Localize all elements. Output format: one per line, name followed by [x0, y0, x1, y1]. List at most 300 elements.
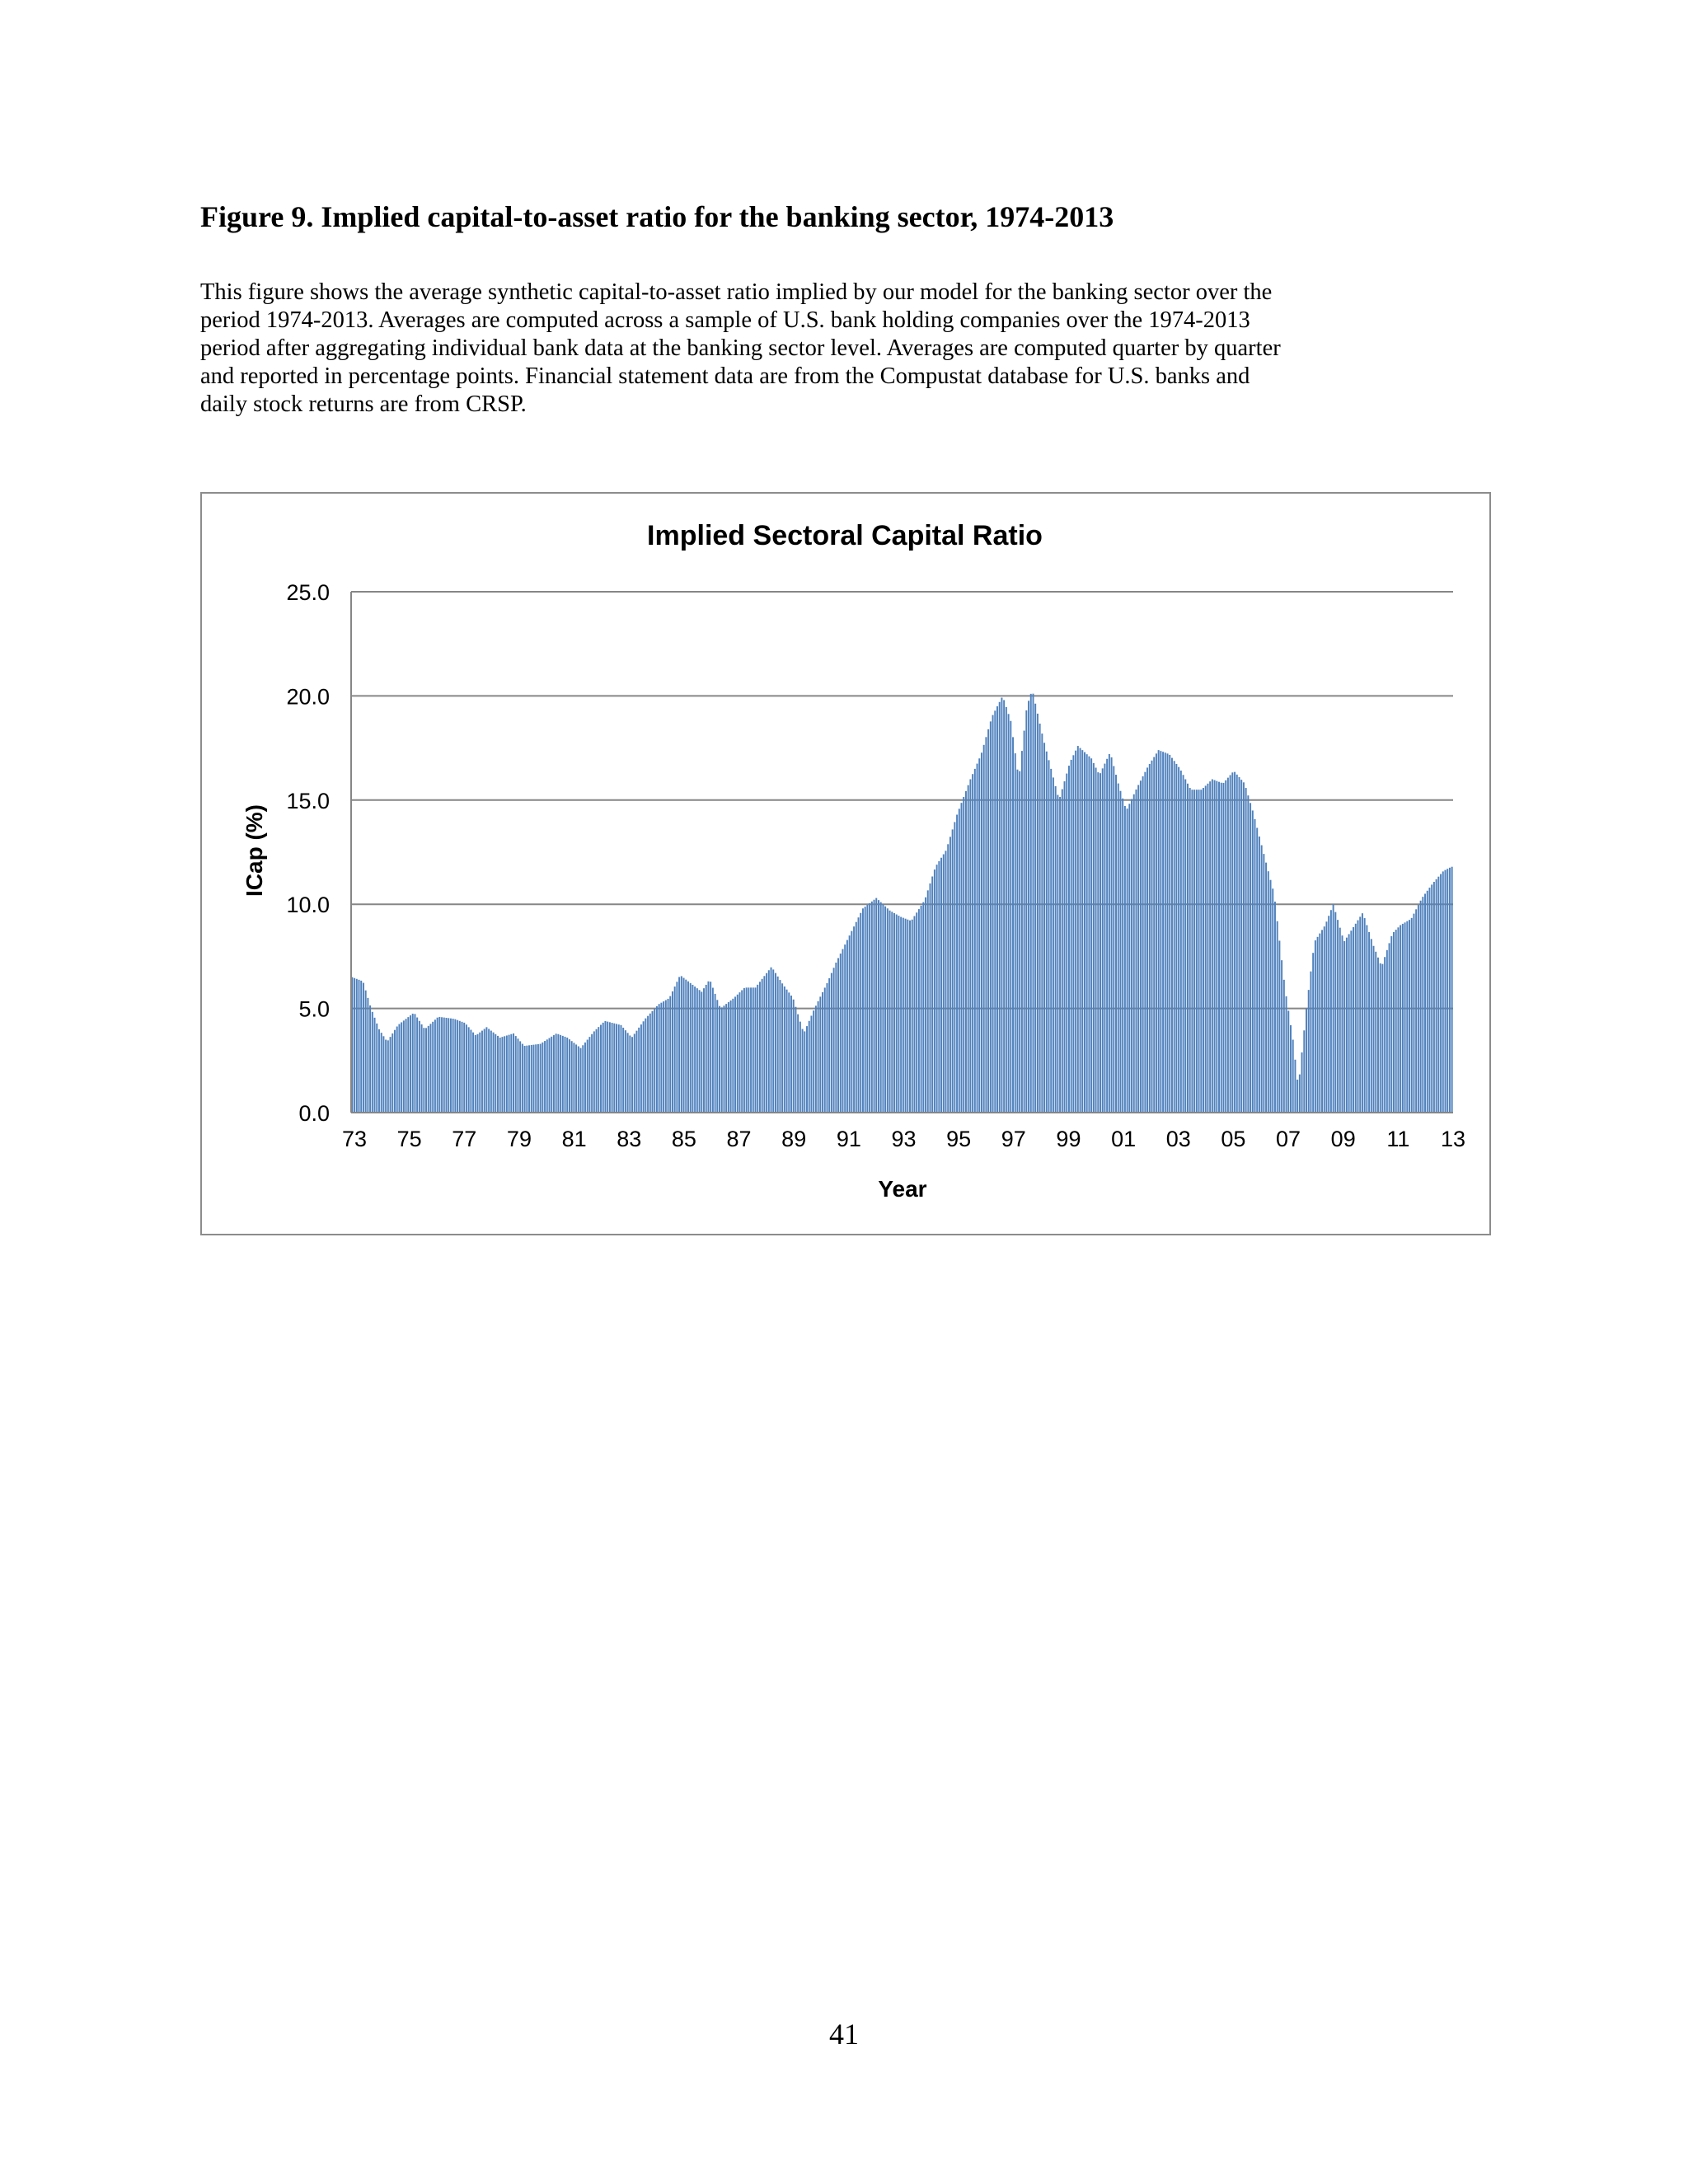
bar — [598, 1027, 599, 1113]
bar — [1402, 924, 1404, 1113]
bar — [759, 982, 761, 1113]
bar — [1411, 918, 1413, 1113]
bar — [1019, 771, 1020, 1113]
bar — [737, 995, 738, 1113]
bar — [509, 1035, 510, 1113]
bar — [994, 710, 996, 1113]
bar — [1015, 753, 1016, 1113]
bar — [1380, 963, 1381, 1113]
bar — [931, 876, 933, 1113]
bar — [936, 865, 938, 1113]
bar — [712, 988, 714, 1113]
bar — [804, 1031, 805, 1113]
bar — [665, 1000, 667, 1113]
bar — [1095, 767, 1097, 1113]
bar — [1245, 788, 1247, 1113]
bar — [685, 980, 687, 1113]
bar — [1072, 755, 1074, 1113]
bar — [818, 1001, 819, 1113]
bar — [565, 1037, 566, 1113]
bar — [533, 1045, 535, 1113]
bar — [842, 949, 844, 1113]
bar — [1328, 916, 1329, 1113]
bar — [757, 985, 758, 1113]
bar — [1137, 785, 1139, 1113]
bar — [1389, 943, 1390, 1113]
bar — [1346, 938, 1348, 1113]
y-tick-label: 25.0 — [286, 580, 330, 605]
bar — [824, 987, 826, 1113]
bar — [575, 1044, 577, 1113]
bar — [495, 1034, 496, 1113]
x-tick-label: 07 — [1276, 1127, 1301, 1151]
bar — [356, 979, 358, 1113]
bar — [1261, 846, 1263, 1113]
bar — [741, 990, 743, 1113]
chart-frame — [200, 492, 1491, 1235]
bar — [485, 1027, 487, 1113]
bar — [858, 917, 860, 1113]
bar — [1292, 1040, 1294, 1113]
page-number: 41 — [829, 2018, 859, 2050]
y-tick-label: 15.0 — [286, 788, 330, 813]
bar — [889, 911, 891, 1113]
bar — [553, 1035, 555, 1113]
bar — [882, 904, 884, 1113]
bar — [668, 999, 669, 1113]
bar — [1165, 752, 1166, 1113]
bar — [454, 1019, 456, 1113]
bar — [1393, 932, 1395, 1113]
bar — [701, 991, 702, 1113]
bar — [1312, 953, 1314, 1113]
bar — [898, 916, 899, 1113]
bar — [865, 907, 866, 1113]
bar — [1371, 939, 1372, 1113]
bar — [1193, 790, 1195, 1113]
bar — [907, 920, 908, 1113]
bar — [609, 1022, 611, 1113]
bar — [1167, 753, 1169, 1113]
bar — [969, 780, 971, 1113]
bar — [1409, 920, 1410, 1113]
bar — [1364, 918, 1366, 1113]
bar — [1084, 752, 1085, 1113]
bar — [1144, 772, 1146, 1113]
bar — [772, 969, 774, 1113]
bar — [403, 1020, 405, 1113]
bar — [978, 758, 980, 1113]
bar — [1071, 760, 1072, 1113]
bar — [493, 1033, 495, 1113]
bar — [1156, 753, 1157, 1113]
bar — [407, 1017, 409, 1113]
bar — [1088, 757, 1090, 1113]
bar — [987, 729, 989, 1113]
bar — [1324, 926, 1325, 1113]
bar — [593, 1031, 595, 1113]
bar — [1350, 930, 1352, 1113]
bar — [710, 982, 711, 1113]
bar — [961, 803, 963, 1113]
bar — [562, 1036, 564, 1113]
bar — [1339, 928, 1341, 1113]
bar — [871, 902, 873, 1113]
bar — [903, 918, 904, 1113]
bar — [360, 981, 362, 1113]
bar — [1093, 763, 1095, 1113]
bar — [1442, 871, 1444, 1113]
bar — [1131, 799, 1132, 1113]
bar — [779, 980, 781, 1113]
bar — [1021, 751, 1023, 1113]
bar — [846, 940, 848, 1113]
chart-title: Implied Sectoral Capital Ratio — [647, 520, 1043, 551]
bar — [1256, 828, 1258, 1113]
bar — [1010, 721, 1011, 1113]
bar — [766, 973, 767, 1113]
bar — [869, 903, 870, 1113]
bar — [363, 983, 364, 1113]
bar — [996, 706, 998, 1113]
bar — [719, 1006, 720, 1113]
bar — [540, 1044, 542, 1113]
bar — [1359, 916, 1361, 1113]
bar — [1149, 764, 1151, 1113]
bar — [826, 983, 828, 1113]
bar — [1128, 804, 1130, 1113]
bar — [479, 1033, 481, 1113]
bar — [1187, 784, 1189, 1113]
bar — [1077, 746, 1079, 1113]
bar — [551, 1037, 552, 1113]
bar — [600, 1025, 602, 1113]
bar — [544, 1041, 546, 1113]
bar — [382, 1036, 384, 1113]
bar — [656, 1006, 658, 1113]
bar — [922, 902, 924, 1113]
bar — [715, 994, 716, 1113]
bar — [1205, 785, 1207, 1113]
bar — [425, 1028, 427, 1113]
bar — [1136, 790, 1137, 1113]
bar — [1384, 957, 1386, 1113]
bar — [1303, 1030, 1305, 1113]
bar — [372, 1012, 373, 1113]
bar — [781, 983, 783, 1113]
bar — [607, 1022, 608, 1113]
bar — [1281, 960, 1282, 1113]
bar — [706, 985, 707, 1113]
bar — [1334, 912, 1336, 1113]
bar — [790, 996, 792, 1113]
bar — [1028, 701, 1029, 1113]
bar — [1321, 930, 1323, 1113]
bar — [1062, 790, 1063, 1113]
bar — [475, 1035, 476, 1113]
bar — [468, 1027, 470, 1113]
bar — [560, 1035, 561, 1113]
bar — [802, 1029, 804, 1113]
bar — [1234, 772, 1236, 1113]
bar — [1366, 925, 1367, 1113]
bar — [860, 913, 861, 1113]
bar — [423, 1028, 424, 1113]
bar — [1012, 737, 1014, 1113]
bar — [674, 987, 676, 1113]
bar — [470, 1030, 471, 1113]
bar — [985, 737, 987, 1113]
bar — [640, 1024, 642, 1113]
bar — [629, 1035, 631, 1113]
bar — [466, 1024, 467, 1113]
bar — [1449, 868, 1451, 1113]
bar — [750, 987, 752, 1113]
bar — [1169, 755, 1170, 1113]
bar — [631, 1037, 633, 1113]
bar — [784, 987, 785, 1113]
bar — [959, 808, 960, 1113]
bar — [1153, 757, 1155, 1113]
bar — [1306, 1009, 1307, 1113]
x-tick-label: 09 — [1330, 1127, 1356, 1151]
bar — [504, 1036, 505, 1113]
bar — [786, 990, 788, 1113]
bar — [463, 1023, 465, 1113]
bar — [649, 1014, 651, 1113]
bar — [398, 1024, 400, 1113]
bar — [1395, 930, 1397, 1113]
caption-line: and reported in percentage points. Financial statement data are from the Compustat database for U.S. banks and — [200, 363, 1250, 389]
bar — [1381, 964, 1383, 1113]
bar — [999, 702, 1001, 1113]
x-tick-label: 01 — [1111, 1127, 1137, 1151]
x-tick-label: 79 — [506, 1127, 532, 1151]
bar — [672, 991, 673, 1113]
bar — [625, 1030, 626, 1113]
bar — [556, 1033, 557, 1113]
bar — [819, 996, 821, 1113]
x-tick-label: 83 — [617, 1127, 642, 1151]
bar — [1222, 783, 1224, 1113]
bar — [905, 919, 907, 1113]
bar — [622, 1028, 624, 1113]
bar — [587, 1040, 588, 1113]
bar — [972, 774, 973, 1113]
bar — [678, 977, 680, 1113]
bar — [952, 829, 954, 1113]
bar — [947, 844, 949, 1113]
bar — [452, 1019, 454, 1113]
bar — [1066, 774, 1067, 1113]
bar — [856, 922, 857, 1113]
bar — [1097, 772, 1099, 1113]
bar — [542, 1043, 543, 1113]
bar — [990, 721, 992, 1113]
bar — [954, 822, 955, 1113]
bar — [1100, 773, 1101, 1113]
bar — [893, 913, 895, 1113]
bar — [835, 963, 837, 1113]
bar — [974, 769, 976, 1113]
bar — [1003, 700, 1005, 1113]
bar — [1119, 791, 1121, 1113]
y-tick-label: 5.0 — [298, 996, 330, 1022]
bar — [833, 968, 835, 1113]
bar — [1227, 778, 1229, 1113]
bar — [1236, 775, 1238, 1113]
bar — [992, 715, 994, 1113]
y-tick-label: 0.0 — [298, 1101, 330, 1126]
bar — [788, 992, 790, 1113]
bar — [1037, 714, 1039, 1113]
x-tick-label: 05 — [1221, 1127, 1246, 1151]
bar — [421, 1024, 423, 1113]
bar — [1294, 1060, 1296, 1113]
bar — [365, 991, 367, 1113]
bar — [1212, 780, 1213, 1113]
bar — [412, 1014, 414, 1113]
bar — [723, 1005, 724, 1113]
bar — [359, 980, 360, 1113]
bar — [1368, 932, 1370, 1113]
bar — [771, 968, 772, 1113]
bar — [1357, 921, 1359, 1113]
bar — [613, 1024, 615, 1113]
bar — [799, 1022, 801, 1113]
bar — [1081, 750, 1083, 1113]
bar — [940, 858, 942, 1113]
bar — [1400, 925, 1401, 1113]
bar — [699, 990, 701, 1113]
bar — [1140, 780, 1142, 1113]
bar — [367, 998, 368, 1113]
bar — [1034, 704, 1036, 1113]
bar — [775, 973, 776, 1113]
bar — [603, 1023, 604, 1113]
bar — [1158, 750, 1160, 1113]
bar — [884, 907, 886, 1113]
bar — [806, 1026, 808, 1113]
bar — [1231, 772, 1233, 1113]
bar — [1239, 777, 1240, 1113]
bar — [1086, 754, 1088, 1113]
bar — [1436, 879, 1437, 1113]
bar — [578, 1047, 579, 1113]
bar — [690, 983, 692, 1113]
bar — [921, 906, 922, 1113]
bar — [1418, 905, 1419, 1113]
bar — [669, 996, 671, 1113]
bar — [1064, 781, 1066, 1113]
bar — [1214, 780, 1216, 1113]
bar — [1115, 775, 1117, 1113]
bar — [687, 982, 689, 1113]
bar — [1230, 775, 1231, 1113]
bar — [1440, 874, 1442, 1113]
bar — [1178, 767, 1179, 1113]
bar — [683, 978, 685, 1113]
bar — [1055, 786, 1057, 1113]
bar — [1424, 893, 1426, 1113]
bar — [945, 851, 947, 1113]
bar — [1373, 946, 1375, 1113]
x-tick-label: 73 — [341, 1127, 368, 1151]
bar — [484, 1029, 485, 1113]
bar — [965, 791, 967, 1113]
bar — [1041, 733, 1043, 1113]
bar — [676, 982, 678, 1113]
bar — [1127, 808, 1128, 1113]
bar — [1124, 806, 1126, 1113]
bar — [934, 869, 935, 1113]
bar — [1216, 781, 1217, 1113]
bar — [1030, 694, 1032, 1113]
bar-series — [351, 694, 1452, 1113]
x-tick-label: 85 — [671, 1127, 696, 1151]
bar — [1420, 901, 1422, 1113]
bar — [1225, 780, 1226, 1113]
bar — [1057, 794, 1058, 1113]
bar — [416, 1018, 418, 1113]
bar — [681, 976, 682, 1113]
bar-chart — [202, 494, 1489, 1234]
bar — [887, 908, 889, 1113]
bar — [1243, 782, 1245, 1113]
bar — [457, 1020, 458, 1113]
bar — [1315, 940, 1316, 1113]
bar — [918, 909, 920, 1113]
bar — [1428, 888, 1430, 1113]
bar — [434, 1019, 436, 1113]
bar — [1362, 913, 1363, 1113]
bar — [1106, 759, 1108, 1113]
bar — [815, 1005, 817, 1113]
bar — [1006, 707, 1007, 1113]
bar — [524, 1046, 526, 1113]
bar — [1221, 783, 1222, 1113]
x-tick-label: 87 — [726, 1127, 752, 1151]
bar — [721, 1007, 723, 1113]
bar — [410, 1015, 411, 1113]
bar — [522, 1044, 523, 1113]
bar — [385, 1040, 387, 1113]
bar — [618, 1024, 620, 1113]
bar — [793, 1000, 795, 1113]
bar — [878, 900, 879, 1113]
bar — [1415, 909, 1417, 1113]
bar — [1274, 902, 1276, 1113]
bar — [880, 902, 882, 1113]
bar — [462, 1022, 463, 1113]
bar — [1317, 937, 1319, 1113]
bar — [584, 1043, 586, 1113]
bar — [634, 1033, 635, 1113]
caption-line: This figure shows the average synthetic capital-to-asset ratio implied by our model for the banking sector over the — [200, 279, 1273, 305]
bar — [851, 931, 852, 1113]
bar — [703, 988, 705, 1113]
bar — [963, 797, 964, 1113]
bar — [809, 1021, 810, 1113]
bar — [797, 1015, 799, 1113]
bar — [1171, 758, 1173, 1113]
x-axis-label: Year — [878, 1176, 927, 1202]
bar — [1109, 754, 1110, 1113]
bar — [1252, 810, 1254, 1113]
bar — [1068, 766, 1070, 1113]
bar — [1333, 904, 1334, 1113]
bar — [696, 988, 698, 1113]
